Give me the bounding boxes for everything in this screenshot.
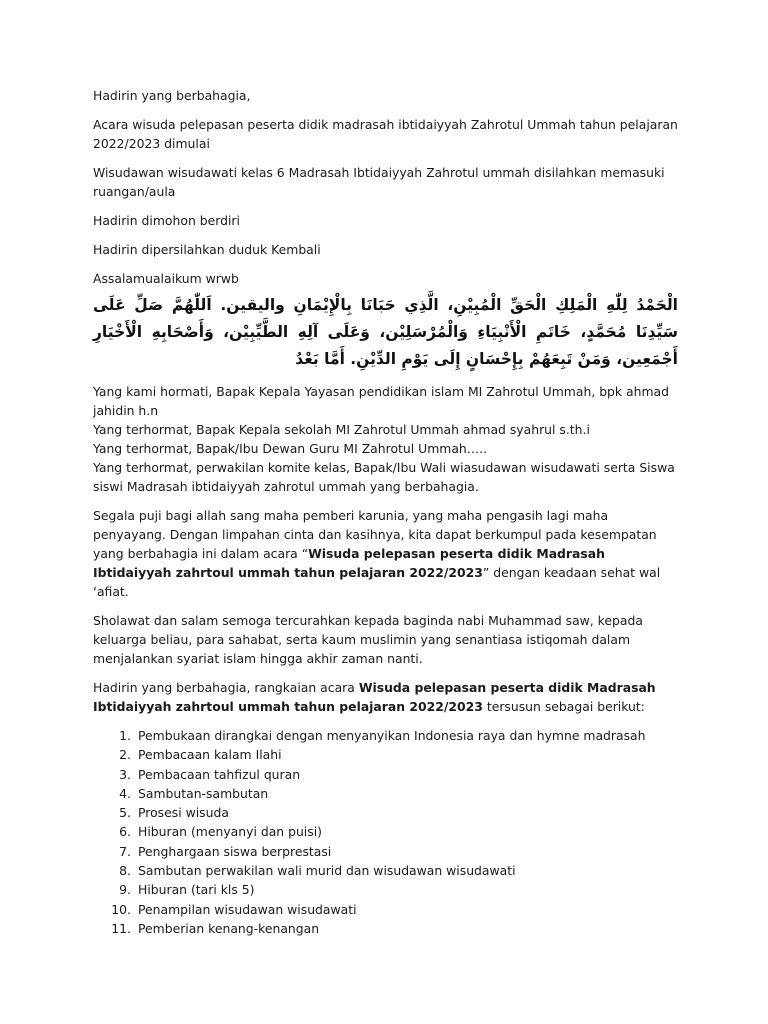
- agenda-item: [93, 745, 678, 764]
- agenda-item: [93, 900, 678, 919]
- agenda-item: [93, 822, 678, 841]
- agenda-text: Pemberian kenang-kenangan: [138, 920, 320, 936]
- event-name-bold: Wisuda pelepasan peserta didik Madrasah Ibtidaiyyah zahrtoul ummah tahun pelajaran 2022/2023: [93, 546, 605, 580]
- paragraph-acara-dimulai: Acara wisuda pelepasan peserta didik madrasah ibtidaiyyah Zahrotul Ummah tahun pelajaran 2022/2023 dimulai: [93, 117, 678, 151]
- agenda-list: [93, 726, 678, 938]
- agenda-number: 6.: [119, 824, 131, 840]
- paragraph-berdiri: Hadirin dimohon berdiri: [93, 213, 240, 228]
- agenda-text: Pembacaan kalam Ilahi: [138, 747, 282, 763]
- agenda-item: [93, 880, 678, 899]
- greeting-line: Yang kami hormati, Bapak Kepala Yayasan pendidikan islam MI Zahrotul Ummah, bpk ahmad jahidin h.n: [93, 384, 670, 418]
- agenda-item: [93, 726, 678, 745]
- document-body: [93, 86, 678, 938]
- agenda-item: [93, 919, 678, 938]
- agenda-number: 2.: [119, 747, 131, 763]
- greeting-line: Yang terhormat, perwakilan komite kelas, Bapak/Ibu Wali wiasudawan wisudawati serta Siswa siswi Madrasah ibtidaiyyah zahrotul ummah yang berbahagia.: [93, 460, 675, 494]
- paragraph-duduk: Hadirin dipersilahkan duduk Kembali: [93, 242, 321, 257]
- opening-greeting: Hadirin yang berbahagia,: [93, 88, 251, 103]
- arabic-opening-prayer: الْحَمْدُ لِلّٰهِ الْمَلِكِ الْحَقِّ الْمُبِيْنِ، الَّذِي حَبَانَا بِالْإِيْمَانِ واليقين. اَللّٰهُمَّ صَلِّ عَلَى سَيِّدِنَا مُحَمَّدٍ، خَاتَمِ الْأَنْبِيَاءِ وَالْمُرْسَلِيْن، وَعَلَى آلِهِ الطَّيِّبِيْن، وَأَصْحَابِهِ الْأَخْيَارِ أَجْمَعِين، وَمَنْ تَبِعَهُمْ بِإِحْسَانٍ إِلَى يَوْمِ الدِّيْنِ. أَمَّا بَعْدُ: [93, 296, 678, 368]
- agenda-number: 4.: [119, 785, 131, 801]
- agenda-item: [93, 842, 678, 861]
- paragraph-salam: Assalamualaikum wrwb: [93, 271, 239, 286]
- rangkaian-text-start: Hadirin yang berbahagia, rangkaian acara: [93, 680, 359, 695]
- puji-text-start: Segala puji bagi allah sang maha pemberi karunia, yang maha pengasih lagi maha penyayang. Dengan limpahan cinta dan kasihnya, kita dapat berkumpul pada kesempatan yang berbahagia ini dalam acara “: [93, 508, 657, 561]
- agenda-number: 9.: [119, 882, 131, 898]
- agenda-text: Sambutan perwakilan wali murid dan wisudawan wisudawati: [138, 863, 516, 879]
- agenda-text: Pembacaan tahfizul quran: [138, 766, 301, 782]
- agenda-text: Hiburan (menyanyi dan puisi): [138, 824, 322, 840]
- agenda-text: Pembukaan dirangkai dengan menyanyikan Indonesia raya dan hymne madrasah: [138, 728, 646, 743]
- agenda-text: Penghargaan siswa berprestasi: [138, 843, 332, 859]
- paragraph-sholawat: Sholawat dan salam semoga tercurahkan kepada baginda nabi Muhammad saw, kepada keluarga beliau, para sahabat, serta kaum muslimin yang senantiasa istiqomah dalam menjalankan syariat islam hingga akhir zaman nanti.: [93, 613, 643, 666]
- agenda-number: 8.: [119, 863, 131, 879]
- agenda-item: [93, 803, 678, 822]
- greetings-block: [93, 382, 678, 496]
- rangkaian-text-end: tersusun sebagai berikut:: [482, 699, 645, 714]
- agenda-text: Hiburan (tari kls 5): [138, 882, 255, 898]
- agenda-text: Sambutan-sambutan: [138, 785, 269, 801]
- agenda-text: Prosesi wisuda: [138, 805, 229, 821]
- agenda-text: Penampilan wisudawan wisudawati: [138, 901, 357, 917]
- event-name-bold: Wisuda pelepasan peserta didik Madrasah Ibtidaiyyah zahrtoul ummah tahun pelajaran 2022/2023: [93, 680, 656, 714]
- agenda-number: 10.: [111, 901, 131, 917]
- agenda-item: [93, 784, 678, 803]
- greeting-line: Yang terhormat, Bapak Kepala sekolah MI Zahrotul Ummah ahmad syahrul s.th.i: [93, 422, 590, 437]
- puji-text-end: ” dengan keadaan sehat wal ‘afiat.: [93, 565, 661, 599]
- agenda-number: 1.: [119, 728, 131, 743]
- agenda-number: 5.: [119, 805, 131, 821]
- greeting-line: Yang terhormat, Bapak/Ibu Dewan Guru MI Zahrotul Ummah…..: [93, 441, 488, 456]
- agenda-number: 3.: [119, 766, 131, 782]
- agenda-number: 7.: [119, 843, 131, 859]
- paragraph-rangkaian: [93, 678, 678, 716]
- agenda-item: [93, 861, 678, 880]
- paragraph-memasuki-ruangan: Wisudawan wisudawati kelas 6 Madrasah Ibtidaiyyah Zahrotul ummah disilahkan memasuki ruangan/aula: [93, 165, 665, 199]
- paragraph-puji: [93, 506, 678, 601]
- agenda-item: [93, 765, 678, 784]
- agenda-number: 11.: [111, 920, 131, 936]
